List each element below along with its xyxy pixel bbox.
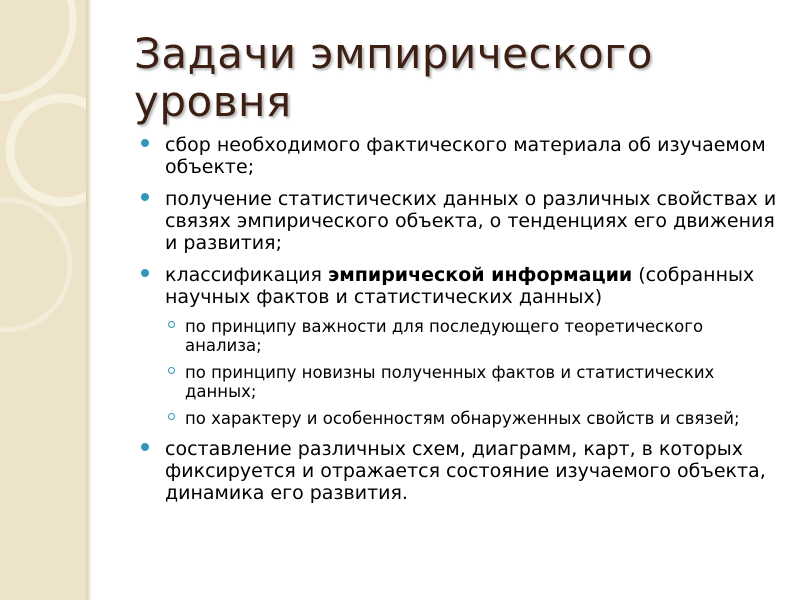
decorative-circles: [0, 0, 89, 600]
sub-bullet-list: [165, 317, 779, 428]
sub-list-item: [165, 363, 779, 401]
list-item-text-before: классификация: [165, 264, 328, 286]
bullet-icon: [141, 269, 149, 277]
list-item: [139, 264, 779, 428]
bullet-icon: [141, 139, 149, 147]
hollow-bullet-icon: [168, 321, 175, 328]
hollow-bullet-icon: [168, 367, 175, 374]
list-item-text: получение статистических данных о различных свойствах и связях эмпирического объекта, о тенденциях его движения и развития;: [165, 188, 777, 254]
sub-list-item-text: по принципу важности для последующего теоретического анализа;: [185, 317, 704, 355]
list-item: [139, 188, 779, 254]
sub-list-item-text: по характеру и особенностям обнаруженных свойств и связей;: [185, 409, 740, 428]
sub-list-item: [165, 409, 779, 428]
list-item: [139, 438, 779, 504]
bullet-list: [139, 134, 779, 504]
side-band-edge: [86, 0, 92, 600]
list-item-text: сбор необходимого фактического материала об изучаемом объекте;: [165, 134, 766, 178]
list-item-text: составление различных схем, диаграмм, карт, в которых фиксируется и отражается состояние изучаемого объекта, динамика его развития.: [165, 438, 766, 504]
hollow-bullet-icon: [168, 413, 175, 420]
sub-list-item-text: по принципу новизны полученных фактов и статистических данных;: [185, 363, 715, 401]
sub-list-item: [165, 317, 779, 355]
list-item-text-bold: эмпирической информации: [327, 264, 633, 286]
slide-content: [139, 134, 779, 514]
decorative-side-band: [0, 0, 89, 600]
bullet-icon: [141, 193, 149, 201]
list-item: [139, 134, 779, 178]
slide-title: Задачи эмпирического уровня: [134, 29, 653, 126]
bullet-icon: [141, 443, 149, 451]
list-item-text-after: (собранных научных фактов и статистических данных): [165, 264, 755, 308]
